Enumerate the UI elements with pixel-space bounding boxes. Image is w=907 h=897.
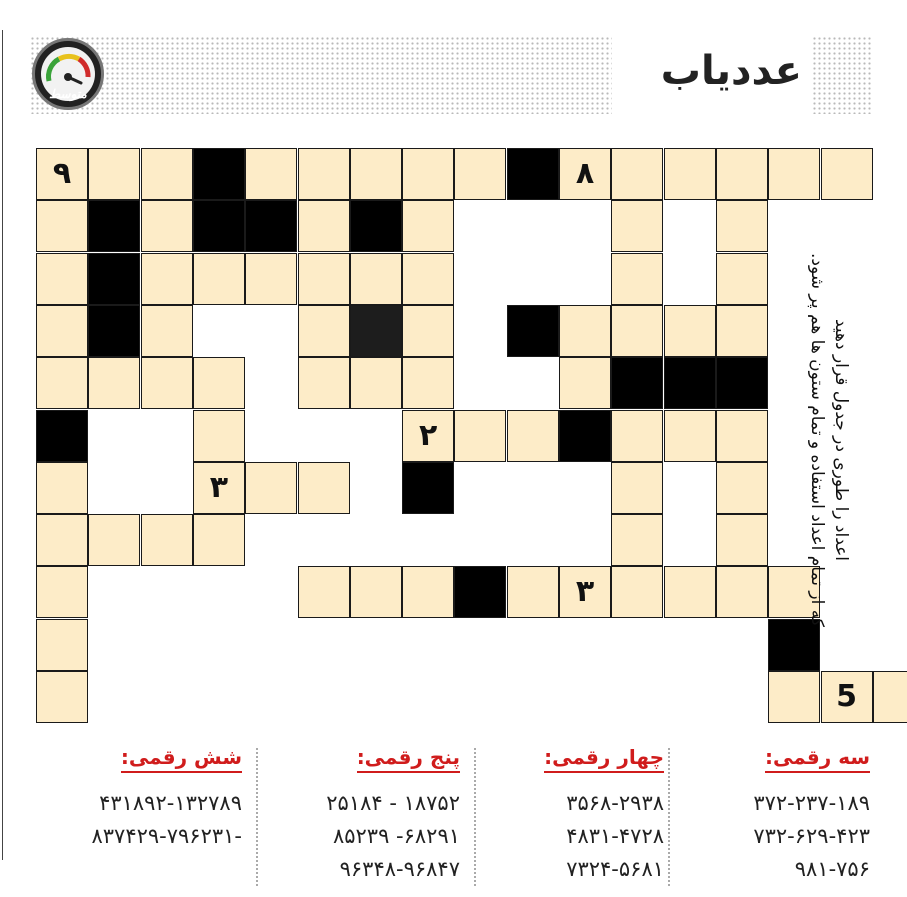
- grid-blocked-cell: [507, 305, 559, 357]
- grid-cell[interactable]: [298, 200, 350, 252]
- grid-blocked-cell: [664, 357, 716, 409]
- grid-cell[interactable]: [402, 253, 454, 305]
- grid-cell[interactable]: [402, 357, 454, 409]
- grid-cell[interactable]: [873, 671, 907, 723]
- instructions-line-2: که از تمام اعداد استفاده و تمام ستون ها هم پر شود.: [807, 253, 827, 627]
- grid-blocked-cell: [350, 200, 402, 252]
- grid-cell[interactable]: [36, 566, 88, 618]
- grid-cell[interactable]: [559, 357, 611, 409]
- list-separator: [668, 748, 670, 886]
- grid-cell[interactable]: [611, 253, 663, 305]
- list-separator: [474, 748, 476, 886]
- grid-blocked-cell: [611, 357, 663, 409]
- grid-cell[interactable]: [454, 148, 506, 200]
- grid-cell[interactable]: [402, 305, 454, 357]
- number-item: ۳۵۶۸-۲۹۳۸: [566, 791, 664, 815]
- grid-cell[interactable]: [298, 305, 350, 357]
- grid-cell[interactable]: [350, 148, 402, 200]
- grid-cell[interactable]: [245, 148, 297, 200]
- grid-cell[interactable]: [88, 357, 140, 409]
- grid-cell[interactable]: [141, 200, 193, 252]
- grid-cell[interactable]: [36, 253, 88, 305]
- grid-cell[interactable]: [350, 357, 402, 409]
- grid-cell[interactable]: [298, 566, 350, 618]
- grid-cell[interactable]: [611, 148, 663, 200]
- grid-cell[interactable]: [664, 305, 716, 357]
- clue-digit: ۸: [575, 156, 595, 191]
- grid-blocked-cell: [193, 148, 245, 200]
- grid-cell[interactable]: [559, 305, 611, 357]
- grid-blocked-cell: [88, 200, 140, 252]
- grid-cell[interactable]: [141, 253, 193, 305]
- grid-blocked-cell: [716, 357, 768, 409]
- three-digit-list: [680, 745, 870, 885]
- grid-cell[interactable]: [245, 253, 297, 305]
- grid-cell[interactable]: [141, 148, 193, 200]
- grid-cell[interactable]: [402, 566, 454, 618]
- grid-cell[interactable]: [768, 148, 820, 200]
- grid-cell[interactable]: [402, 200, 454, 252]
- list-heading: چهار رقمی:: [544, 745, 664, 773]
- grid-cell[interactable]: [664, 410, 716, 462]
- number-item: ۹۶۳۴۸-۹۶۸۴۷: [339, 857, 460, 881]
- grid-cell[interactable]: [507, 410, 559, 462]
- grid-blocked-cell: [350, 305, 402, 357]
- grid-blocked-cell: [454, 566, 506, 618]
- instructions-panel: [794, 230, 864, 650]
- number-item: ۸۳۷۴۲۹-۷۹۶۲۳۱-: [91, 824, 242, 848]
- grid-cell[interactable]: [36, 671, 88, 723]
- grid-cell[interactable]: [664, 566, 716, 618]
- grid-cell[interactable]: [454, 410, 506, 462]
- five-digit-list: [264, 745, 460, 885]
- grid-cell[interactable]: [36, 200, 88, 252]
- grid-cell[interactable]: [768, 671, 820, 723]
- grid-cell[interactable]: [611, 514, 663, 566]
- grid-cell[interactable]: [716, 566, 768, 618]
- list-heading: شش رقمی:: [121, 745, 242, 773]
- grid-cell[interactable]: [193, 253, 245, 305]
- grid-cell[interactable]: [611, 410, 663, 462]
- instructions-text: [805, 230, 853, 650]
- number-item: ۹۸۱-۷۵۶: [794, 857, 870, 881]
- list-separator: [256, 748, 258, 886]
- grid-cell[interactable]: [716, 200, 768, 252]
- grid-cell[interactable]: [245, 462, 297, 514]
- number-item: ۴۳۱۸۹۲-۱۳۲۷۸۹: [99, 791, 242, 815]
- grid-blocked-cell: [193, 200, 245, 252]
- instructions-line-1: اعداد را طوری در جدول قرار دهید: [831, 318, 851, 562]
- clue-digit: ۹: [52, 156, 72, 191]
- grid-cell[interactable]: [298, 462, 350, 514]
- four-digit-list: [484, 745, 664, 885]
- grid-cell[interactable]: [193, 410, 245, 462]
- grid-cell[interactable]: [36, 514, 88, 566]
- grid-cell[interactable]: [298, 357, 350, 409]
- grid-cell[interactable]: [611, 305, 663, 357]
- grid-cell[interactable]: [507, 566, 559, 618]
- grid-cell[interactable]: [141, 357, 193, 409]
- difficulty-label: متوسط: [49, 87, 87, 101]
- clue-digit: ۳: [209, 469, 229, 505]
- grid-cell[interactable]: [402, 410, 454, 462]
- clue-digit: ۳: [575, 574, 595, 610]
- grid-cell[interactable]: [664, 148, 716, 200]
- grid-blocked-cell: [36, 410, 88, 462]
- number-item: ۸۵۲۳۹ -۶۸۲۹۱: [332, 824, 460, 848]
- number-item: ۴۸۳۱-۴۷۲۸: [566, 824, 664, 848]
- number-item: ۷۳۲۴-۵۶۸۱: [566, 857, 664, 881]
- grid-blocked-cell: [88, 253, 140, 305]
- grid-cell[interactable]: [298, 148, 350, 200]
- grid-cell[interactable]: [821, 148, 873, 200]
- grid-cell[interactable]: [193, 462, 245, 514]
- grid-cell[interactable]: [402, 148, 454, 200]
- six-digit-list: [30, 745, 242, 885]
- grid-cell[interactable]: [559, 148, 611, 200]
- grid-blocked-cell: [245, 200, 297, 252]
- number-item: ۲۵۱۸۴ - ۱۸۷۵۲: [326, 791, 460, 815]
- grid-cell[interactable]: [193, 514, 245, 566]
- grid-cell[interactable]: [36, 357, 88, 409]
- grid-cell[interactable]: [716, 410, 768, 462]
- grid-cell[interactable]: [36, 148, 88, 200]
- grid-blocked-cell: [402, 462, 454, 514]
- clue-digit: 5: [836, 679, 857, 714]
- grid-cell[interactable]: [716, 462, 768, 514]
- grid-cell[interactable]: [36, 619, 88, 671]
- grid-cell[interactable]: [821, 671, 873, 723]
- grid-cell[interactable]: [611, 566, 663, 618]
- grid-blocked-cell: [88, 305, 140, 357]
- grid-cell[interactable]: [716, 253, 768, 305]
- grid-cell[interactable]: [141, 514, 193, 566]
- grid-cell[interactable]: [716, 514, 768, 566]
- grid-cell[interactable]: [36, 305, 88, 357]
- grid-cell[interactable]: [611, 462, 663, 514]
- number-item: ۷۳۲-۶۲۹-۴۲۳: [753, 824, 870, 848]
- grid-cell[interactable]: [716, 148, 768, 200]
- grid-cell[interactable]: [193, 357, 245, 409]
- grid-blocked-cell: [559, 410, 611, 462]
- grid-cell[interactable]: [88, 514, 140, 566]
- list-heading: پنج رقمی:: [357, 745, 460, 773]
- grid-cell[interactable]: [350, 566, 402, 618]
- grid-cell[interactable]: [36, 462, 88, 514]
- grid-cell[interactable]: [559, 566, 611, 618]
- clue-digit: ۲: [418, 417, 438, 453]
- puzzle-title: عددیاب: [660, 48, 802, 94]
- number-item: ۳۷۲-۲۳۷-۱۸۹: [753, 791, 870, 815]
- grid-cell[interactable]: [611, 200, 663, 252]
- grid-cell[interactable]: [350, 253, 402, 305]
- grid-cell[interactable]: [141, 305, 193, 357]
- grid-cell[interactable]: [716, 305, 768, 357]
- grid-cell[interactable]: [88, 148, 140, 200]
- list-heading: سه رقمی:: [765, 745, 870, 773]
- grid-cell[interactable]: [298, 253, 350, 305]
- grid-blocked-cell: [507, 148, 559, 200]
